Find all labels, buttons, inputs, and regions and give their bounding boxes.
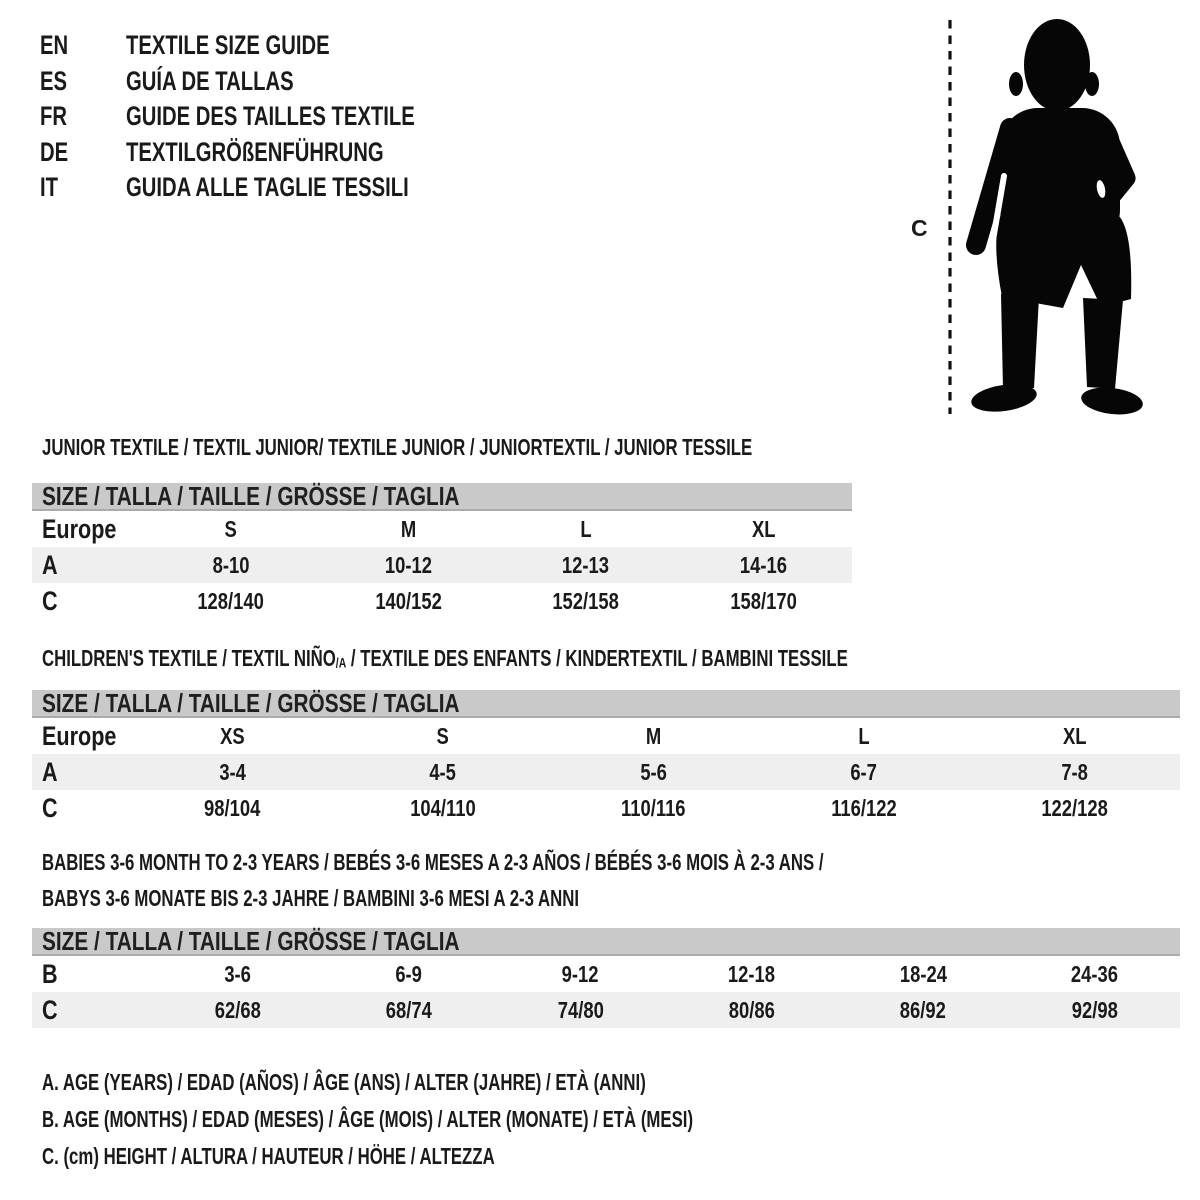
cell-value: 122/128 bbox=[1041, 795, 1108, 821]
section-title-text: BABYS 3-6 MONATE BIS 2-3 JAHRE / BAMBINI 3-6 MESI A 2-3 ANNI bbox=[42, 885, 580, 911]
cell-value: 116/122 bbox=[831, 795, 897, 821]
row-label: Europe bbox=[42, 514, 117, 544]
size-header-bar bbox=[32, 480, 852, 511]
guide-title-it: GUIDA ALLE TAGLIE TESSILI bbox=[125, 172, 409, 202]
cell-value: 9-12 bbox=[561, 961, 599, 987]
guide-title-fr: GUIDE DES TAILLES TEXTILE bbox=[125, 101, 415, 131]
cell-value: 68/74 bbox=[385, 997, 433, 1023]
row-label: A bbox=[42, 757, 58, 787]
table-row-age bbox=[32, 547, 852, 583]
cell-value: 86/92 bbox=[899, 997, 947, 1023]
legend-line-b bbox=[42, 1108, 934, 1131]
language-code: EN bbox=[40, 30, 69, 60]
section-title-junior bbox=[42, 436, 1015, 459]
row-label: C bbox=[42, 995, 58, 1025]
table-row-europe bbox=[32, 511, 852, 547]
cell-value: S bbox=[224, 516, 237, 542]
cell-value: 98/104 bbox=[204, 795, 261, 821]
legend-line-c bbox=[42, 1145, 662, 1168]
cell-value: 12-18 bbox=[728, 961, 776, 987]
legend-line-a bbox=[42, 1071, 869, 1094]
size-header-text: SIZE / TALLA / TAILLE / GRÖSSE / TAGLIA bbox=[42, 480, 460, 511]
cell-value: S bbox=[436, 723, 450, 749]
size-header-bar bbox=[32, 925, 1180, 956]
cell-value: 7-8 bbox=[1061, 759, 1088, 785]
section-title-text: BABIES 3-6 MONTH TO 2-3 YEARS / BEBÉS 3-6 MESES A 2-3 AÑOS / BÉBÉS 3-6 MOIS À 2-3 ANS / bbox=[42, 849, 824, 875]
size-header-text: SIZE / TALLA / TAILLE / GRÖSSE / TAGLIA bbox=[42, 687, 460, 718]
guide-title-es: GUÍA DE TALLAS bbox=[125, 65, 294, 96]
table-row-height bbox=[32, 992, 1180, 1028]
title-post: / TEXTILE DES ENFANTS / KINDERTEXTIL / BAMBINI TESSILE bbox=[346, 645, 848, 671]
cell-value: 5-6 bbox=[640, 759, 667, 785]
cell-value: 8-10 bbox=[212, 552, 250, 578]
section-title-babies-line2 bbox=[42, 887, 778, 910]
row-label: Europe bbox=[42, 721, 117, 751]
cell-value: 3-6 bbox=[224, 961, 251, 987]
cell-value: 140/152 bbox=[374, 588, 442, 614]
table-row-europe bbox=[32, 718, 1180, 754]
guide-title-en: TEXTILE SIZE GUIDE bbox=[125, 30, 330, 60]
cell-value: 74/80 bbox=[557, 997, 604, 1023]
cell-value: 24-36 bbox=[1070, 961, 1118, 987]
cell-value: 4-5 bbox=[429, 759, 457, 785]
cell-value: XL bbox=[1062, 723, 1087, 749]
row-label: B bbox=[42, 959, 58, 989]
language-code: DE bbox=[40, 136, 69, 167]
table-row-height bbox=[32, 790, 1180, 826]
title-pre: CHILDREN'S TEXTILE / TEXTIL NIÑO bbox=[42, 645, 336, 671]
cell-value: 110/116 bbox=[621, 795, 686, 821]
language-code: IT bbox=[40, 172, 58, 202]
cell-value: 3-4 bbox=[218, 759, 246, 785]
section-title-text: JUNIOR TEXTILE / TEXTIL JUNIOR/ TEXTILE JUNIOR / JUNIORTEXTIL / JUNIOR TESSILE bbox=[42, 434, 753, 460]
size-header-bar bbox=[32, 687, 1180, 718]
section-title-children bbox=[42, 647, 1146, 676]
toddler-silhouette-illustration bbox=[900, 8, 1200, 420]
row-label: A bbox=[42, 550, 58, 580]
cell-value: 80/86 bbox=[728, 997, 775, 1023]
language-title-list bbox=[40, 28, 511, 206]
size-table-babies bbox=[32, 925, 1180, 1028]
cell-value: L bbox=[580, 516, 592, 542]
cell-value: 62/68 bbox=[214, 997, 261, 1023]
section-title-babies-line1 bbox=[42, 851, 1113, 874]
language-row-es bbox=[40, 64, 511, 100]
table-row-months bbox=[32, 956, 1180, 992]
cell-value: M bbox=[645, 723, 662, 749]
cell-value: M bbox=[400, 516, 416, 542]
language-code: FR bbox=[40, 101, 67, 131]
language-row-fr bbox=[40, 99, 511, 135]
cell-value: 104/110 bbox=[410, 795, 476, 821]
size-table-children bbox=[32, 687, 1180, 826]
section-title-text bbox=[42, 647, 848, 676]
legend-text: B. AGE (MONTHS) / EDAD (MESES) / ÂGE (MOIS) / ALTER (MONATE) / ETÀ (MESI) bbox=[42, 1106, 694, 1132]
table-row-height bbox=[32, 583, 852, 619]
table-row-age bbox=[32, 754, 1180, 790]
cell-value: 92/98 bbox=[1071, 997, 1118, 1023]
cell-value: 6-9 bbox=[395, 961, 423, 987]
cell-value: 152/158 bbox=[552, 588, 619, 614]
cell-value: 18-24 bbox=[899, 961, 947, 987]
language-row-en bbox=[40, 28, 511, 64]
cell-value: XL bbox=[751, 516, 775, 542]
cell-value: L bbox=[858, 723, 870, 749]
cell-value: 12-13 bbox=[562, 552, 610, 578]
language-row-de bbox=[40, 135, 511, 171]
cell-value: 14-16 bbox=[739, 552, 787, 578]
size-table-junior bbox=[32, 480, 852, 619]
title-subscript: /A bbox=[335, 655, 347, 672]
legend-text: C. (cm) HEIGHT / ALTURA / HAUTEUR / HÖHE / ALTEZZA bbox=[42, 1143, 495, 1169]
legend-text: A. AGE (YEARS) / EDAD (AÑOS) / ÂGE (ANS) / ALTER (JAHRE) / ETÀ (ANNI) bbox=[42, 1069, 646, 1095]
cell-value: 10-12 bbox=[384, 552, 432, 578]
guide-title-de: TEXTILGRÖßENFÜHRUNG bbox=[125, 136, 384, 167]
cell-value: XS bbox=[220, 723, 245, 749]
cell-value: 128/140 bbox=[197, 588, 264, 614]
language-row-it bbox=[40, 170, 511, 206]
language-code: ES bbox=[40, 65, 68, 96]
row-label: C bbox=[42, 586, 58, 616]
cell-value: 158/170 bbox=[729, 588, 797, 614]
height-measure-label: C bbox=[911, 215, 928, 241]
cell-value: 6-7 bbox=[850, 759, 878, 785]
size-header-text: SIZE / TALLA / TAILLE / GRÖSSE / TAGLIA bbox=[42, 925, 460, 956]
row-label: C bbox=[42, 793, 58, 823]
